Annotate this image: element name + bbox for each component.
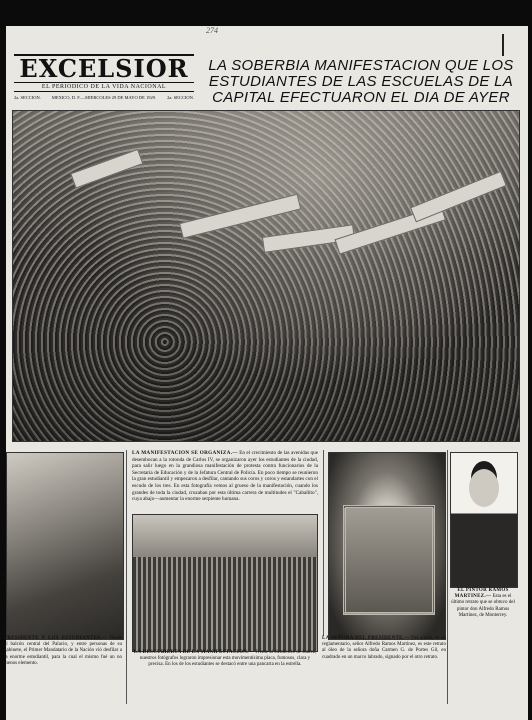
caption-pintor-body: Esta es el último retrato que se obtuvo del pintor don Alfredo Ramos Martínez, de Monterrey. xyxy=(451,594,515,618)
portrait-frame xyxy=(343,505,435,615)
caption-president-lead: PRESIDENTE Y LOS ESTUDIANTES.— xyxy=(4,636,108,641)
photo-sky xyxy=(133,515,317,557)
painter-face xyxy=(469,469,499,507)
caption-president-body: Desde el balcón central del Palacio, y entre personas de su gabinete, el Primer Mandatario de la Nación vió desfilar a la enorme estudiantil, para la cual el mismo fué un no menos elemento. xyxy=(4,636,122,666)
dateline-row xyxy=(14,92,194,100)
center-article-body: En el crecimiento de las avenidas que desembocan a la rotonda de Carlos IV, se organizaron ayer los estudiantes de la ciudad, para salir luego en la grandiosa manifestación de protesta contra funcionarios de la Secretaría de Educación y de la Jefatura Central de Policía. En poco tiempo se reunieron la gran estudiantil y empezaron a desfilar, cantando sus coros y coros y estandartes con el escudo de los tres. En esta fotografía vemos al grueso de la manifestación, cuando los grandes de toda la ciudad, cruzaban por esta última carrera de multitudes el "Caballito", cuya abajo—aumentar la enorme serpiente humana. xyxy=(132,450,318,503)
caption-senora xyxy=(322,636,446,661)
handwritten-note: 274 xyxy=(206,26,218,35)
column-divider xyxy=(323,450,324,636)
crowd-demonstration-photo xyxy=(12,110,520,442)
masthead xyxy=(14,54,194,112)
newspaper-title: EXCELSIOR xyxy=(14,54,194,83)
column-divider xyxy=(126,450,127,704)
column-divider xyxy=(447,450,448,704)
dateline: MEXICO, D. F.—MIERCOLES 29 DE MAYO DE 1929. xyxy=(51,95,157,100)
palace-balcony-photo xyxy=(6,452,124,640)
photo-shading xyxy=(13,111,519,441)
section-left: 2a. SECCION. xyxy=(14,95,41,100)
portrait-painting-photo xyxy=(328,452,446,640)
caption-senora-body: Del artista, en un reglamentario, señor Alfredo Ramos Martínez, es este retrato al óleo de la señora doña Carmen G. de Portes Gil, en cuadrado en un marco labrado, signado por el otro retrato. xyxy=(322,636,447,660)
page-headline: LA SOBERBIA MANIFESTACION QUE LOS ESTUDIANTES DE LAS ESCUELAS DE LA CAPITAL EFECTUARON EL DIA DE AYER xyxy=(208,57,514,106)
caption-descubierta-body: Frente al Hemiciclo de Juárez, nuestros fotógrafos lograron impresionar esta movimentísima placa, fumosos, clara y precisa. En los de los estudiantes se destacó entre una pancarta en la estrella. xyxy=(139,650,317,668)
caption-descubierta xyxy=(132,650,318,669)
caption-pintor xyxy=(450,588,516,619)
caption-pintor-lead: EL PINTOR RAMOS MARTINEZ.— xyxy=(454,588,509,600)
newspaper-subtitle: EL PERIODICO DE LA VIDA NACIONAL xyxy=(14,83,194,92)
caption-senora-lead: LA SEÑORA DEL PRESIDENTE.— xyxy=(322,636,410,641)
caption-descubierta-lead: LA DESCUBIERTA DE LA MANIFESTACION.— xyxy=(133,650,255,655)
center-article-lead: LA MANIFESTACION SE ORGANIZA.— xyxy=(132,450,238,456)
caption-president xyxy=(4,636,122,667)
section-right: 2a. SECCION. xyxy=(167,95,194,100)
painter-portrait-photo xyxy=(450,452,518,588)
center-article xyxy=(132,450,318,503)
corner-mark xyxy=(502,34,504,56)
hemiciclo-juarez-photo xyxy=(132,514,318,652)
